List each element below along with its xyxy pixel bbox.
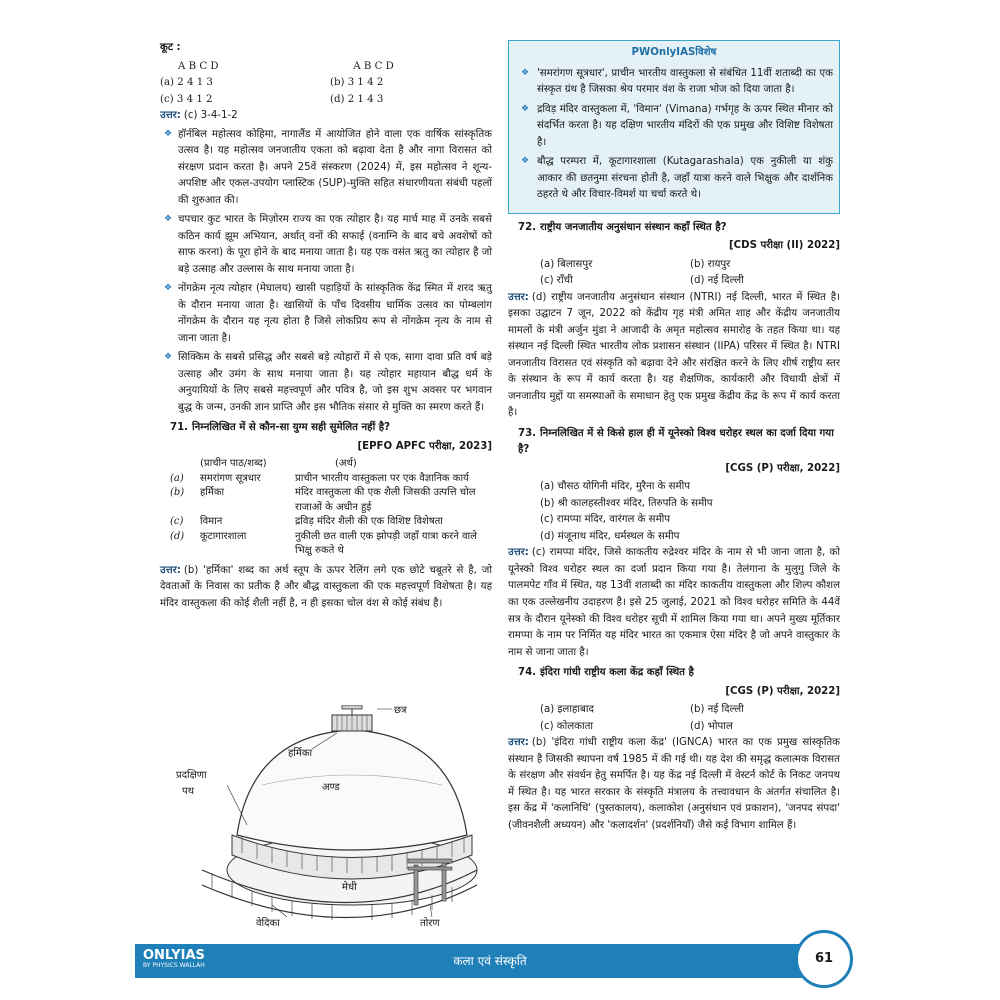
page-footer [135,944,845,978]
pwonlyias-vishesh-box [508,40,840,214]
question-74 [508,665,840,682]
answer-72-text: (d) राष्ट्रीय जनजातीय अनुसंधान संस्थान (NTRI) नई दिल्ली, भारत में स्थित है। इसका उद्घाटन 7 जून, 2022 को केंद्रीय गृह मंत्री अमित शाह और केंद्रीय जनजातीय मामलों के मंत्री अर्जुन मुंडा ने आजादी के अमृत महोत्सव समारोह के तहत किया था। यह संस्थान नई दिल्ली स्थित भारतीय लोक प्रशासन संस्थान (IIPA) परिसर में स्थित है। NTRI जनजातीय विरासत एवं संस्कृति को बढ़ावा देने और संरक्षित करने के लिए शीर्ष राष्ट्रीय स्तर के संस्थान के रूप में कार्य करता है। यह शैक्षणिक, कार्यकारी और विधायी क्षेत्रों में जनजातीय मुद्दों या समस्याओं के समाधान हेतु एक प्रमुख केंद्रीय केंद्र के रूप में कार्य करता है। [508,291,840,419]
answer-73 [508,545,840,661]
label-torana: तोरण [420,918,440,929]
question-72-source: [CDS परीक्षा (II) 2022] [728,240,840,252]
pair-row: (b) हर्मिका मंदिर वास्तुकला की एक शैली जिसकी उत्पत्ति चोल राजाओं के अधीन हुई [170,487,476,513]
pw-item: ❖ बौद्ध परम्परा में, कूटागारशाला (Kutagarashala) एक नुकीली या शंकु आकार की छतनुमा संरचना होती है, जहाँ यात्रा करने वाले भिक्षुक और दार्शनिक ठहरते थे और विचार-विमर्श या चर्चा करते थे। [521,156,833,201]
diamond-bullet-icon: ❖ [521,103,530,114]
answer-71 [160,563,492,613]
code-label: कूट : [160,42,181,53]
option-a: (a) चौसठ योगिनी मंदिर, मुरैना के समीप [540,481,691,493]
code-row-2 [160,92,492,109]
question-73-source: [CGS (P) परीक्षा, 2022] [725,462,840,474]
pair-row: (d) कूटागारशाला नुकीली छत वाली एक झोपड़ी जहाँ यात्रा करने वाले भिक्षु रुकते थे [170,530,477,557]
pairs-table [160,457,492,559]
answer-73-text: (c) रामप्पा मंदिर, जिसे काकतीय रुद्रेश्वर मंदिर के नाम से भी जाना जाता है, को यूनेस्को विश्व धरोहर स्थल का दर्जा प्रदान किया गया है। तेलंगाना के मुलुगु जिले के पालमपेट गाँव में स्थित, यह 13वीं शताब्दी का मंदिर काकतीय वास्तुकला और शिल्प कौशल का एक उल्लेखनीय उदाहरण है। इसे 25 जुलाई, 2021 को विश्व धरोहर समिति के 44वें सत्र के दौरान यूनेस्को की विश्व धरोहर सूची में शामिल किया गया था। अपने मुख्य मूर्तिकार रामप्पा के नाम पर निर्मित यह मंदिर भारत का एकमात्र ऐसा मंदिर है जो अपने वास्तुकार के नाम से जाना जाता है। [508,547,840,658]
question-number: 73. [518,427,537,439]
answer-label: उत्तर: [508,291,529,303]
bullet-text: हॉर्नबिल महोत्सव कोहिमा, नागालैंड में आयोजित होने वाला एक वार्षिक सांस्कृतिक उत्सव है। यह महोत्सव जनजातीय एकता को बढ़ावा देता है और नागा विरासत को संरक्षण प्रदान करता है। अपने 25वें संस्करण (2024) में, इस महोत्सव ने शून्य-अपशिष्ट और एकल-उपयोग प्लास्टिक (SUP)-मुक्ति सहित संधारणीयता संबंधी पहलों की शुरुआत की। [178,128,492,206]
pairs-header-right: (अर्थ) [335,458,357,470]
answer-label: उत्तर: [160,110,181,122]
diamond-bullet-icon: ❖ [521,67,530,78]
bullet-saga-dawa [160,350,492,416]
option-c: (c) राँची [540,275,573,287]
option-d: (d) नई दिल्ली [690,275,744,287]
label-anda: अण्ड [322,782,340,793]
label-path: पथ [182,786,195,797]
option-b: (b) नई दिल्ली [690,704,744,716]
question-number: 72. [518,221,537,233]
code-row-1 [160,75,492,92]
code-header-row [160,59,492,76]
code-header-b: A B C D [353,60,394,72]
question-72 [508,220,840,237]
diamond-bullet-icon: ❖ [164,283,173,294]
page-number: 61 [795,930,853,988]
option-b: (b) श्री कालहस्तीश्वर मंदिर, तिरुपति के समीप [540,497,713,509]
bullet-text: चपचार कुट भारत के मिज़ोरम राज्य का एक त्योहार है। यह मार्च माह में उनके सबसे कठिन कार्य झूम अभियान, अर्थात् वनों की सफाई (वनाग्नि के बाद बचे अवशेषों को साफ करना) के पूरा होने के बाद मनाया जाता है। यह एक वसंत ऋतु का त्योहार है जो बड़े उत्साह और उल्लास के साथ मनाया जाता है। [178,214,492,275]
right-column [508,40,840,836]
logo-text: ONLYIAS [143,948,205,963]
stupa-illustration [192,705,482,945]
label-pradakshina: प्रदक्षिणा [176,770,207,781]
code-option-a: (a) 2 4 1 3 [160,77,213,89]
diamond-bullet-icon: ❖ [521,156,530,167]
bullet-hornbill [160,127,492,210]
answer-71-text: (b) 'हर्मिका' शब्द का अर्थ स्तूप के ऊपर रेलिंग लगे एक छोटे चबूतरे से है, जो देवताओं के निवास का प्रतीक है और बौद्ध वास्तुकला की एक महत्त्वपूर्ण विशेषता है। यह मंदिर वास्तुकला की कोई शैली नहीं है, न ही इसका चोल वंश से कोई संबंध है। [160,564,492,609]
question-71 [160,420,492,437]
option-a: (a) इलाहाबाद [540,704,594,716]
diamond-bullet-icon: ❖ [164,352,173,363]
question-71-source: [EPFO APFC परीक्षा, 2023] [357,440,492,452]
option-c: (c) रामप्पा मंदिर, वारंगल के समीप [540,514,671,526]
answer-74-text: (b) 'इंदिरा गांधी राष्ट्रीय कला केंद्र' (IGNCA) भारत का एक प्रमुख सांस्कृतिक संस्थान है जिसकी स्थापना वर्ष 1985 में की गई थी। यह देश की समृद्ध कलात्मक विरासत के संरक्षण और संवर्धन हेतु समर्पित है। यह केंद्र नई दिल्ली में वेस्टर्न कोर्ट के निकट जनपथ में स्थित है। यह भारत सरकार के संस्कृति मंत्रालय के तत्त्वावधान के अंतर्गत संचालित है। इस केंद्र में 'कलानिधि' (पुस्तकालय), कलाकोश (अनुसंधान एवं प्रकाशन), 'जनपद संपदा' (जीवनशैली अध्ययन) और 'कलादर्शन' (प्रदर्शनियाँ) जैसे कई विभाग शामिल हैं। [508,737,840,831]
question-73-options [508,479,840,545]
stupa-diagram [176,705,482,945]
question-number: 74. [518,667,537,679]
diamond-bullet-icon: ❖ [164,128,173,139]
question-text: निम्नलिखित में से किसे हाल ही में यूनेस्को विश्व धरोहर स्थल का दर्जा दिया गया है? [518,427,834,456]
bullet-text: सिक्किम के सबसे प्रसिद्ध और सबसे बड़े त्योहारों में से एक, सागा दावा प्रति वर्ष बड़े उत्साह और उमंग के साथ मनाया जाता है। यह त्योहार महायान बौद्ध धर्म के अनुयायियों के लिए सबसे महत्त्वपूर्ण और पवित्र है, जो इस शुभ अवसर पर भगवान बुद्ध के जन्म, उनकी ज्ञान प्राप्ति और इस भौतिक संसार से मुक्ति का स्मरण करते हैं। [178,352,492,413]
option-d: (d) मंजूनाथ मंदिर, धर्मस्थल के समीप [540,530,680,542]
diamond-bullet-icon: ❖ [164,214,173,225]
label-medhi: मेधी [342,882,357,893]
code-option-b: (b) 3 1 4 2 [330,77,384,89]
answer-label: उत्तर: [508,547,529,559]
bullet-nongkrem [160,281,492,347]
answer-label: उत्तर: [160,564,181,576]
pairs-header-left: (प्राचीन पाठ/शब्द) [200,458,267,470]
question-74-options [508,702,840,735]
pw-box-title: PWOnlyIASविशेष [631,47,717,58]
option-b: (b) रायपुर [690,258,731,270]
left-column [160,40,492,614]
answer-70 [160,108,492,125]
option-c: (c) कोलकाता [540,720,594,732]
option-d: (d) भोपाल [690,720,733,732]
code-option-c: (c) 3 4 1 2 [160,93,213,105]
pw-item: ❖ द्रविड़ मंदिर वास्तुकला में, 'विमान' (Vimana) गर्भगृह के ऊपर स्थित मीनार को संदर्भित करता है। यह दक्षिण भारतीय मंदिरों की एक प्रमुख और विशिष्ट विशेषता है। [521,103,833,148]
question-text: इंदिरा गांधी राष्ट्रीय कला केंद्र कहाँ स्थित है [540,667,694,679]
footer-title: कला एवं संस्कृति [453,954,527,968]
answer-74 [508,735,840,834]
code-header-a: A B C D [178,60,219,72]
pw-item: ❖ 'समरांगण सूत्रधार', प्राचीन भारतीय वास्तुकला से संबंधित 11वीं शताब्दी का एक संस्कृत ग्रंथ है जिसका श्रेय परमार वंश के राजा भोज को दिया जाता है। [521,67,833,96]
question-74-source: [CGS (P) परीक्षा, 2022] [725,685,840,697]
question-72-options [508,257,840,290]
question-number: 71. [170,422,189,434]
question-text: निम्नलिखित में से कौन-सा युग्म सही सुमेलित नहीं है? [192,422,391,434]
label-vedika: वेदिका [256,918,280,929]
question-73 [508,426,840,459]
option-a: (a) बिलासपुर [540,258,593,270]
pairs-header-row [160,457,492,472]
label-chhatra: छत्र [394,705,407,716]
pair-row: (a) समरांगण सूत्रधार प्राचीन भारतीय वास्तुकला पर एक वैज्ञानिक कार्य [170,472,469,484]
code-option-d: (d) 2 1 4 3 [330,93,384,105]
answer-70-text: (c) 3-4-1-2 [183,110,238,122]
bullet-text: नोंगक्रेम नृत्य त्योहार (मेघालय) खासी पहाड़ियों के सांस्कृतिक केंद्र स्मित में शरद ऋतु के दौरान मनाया जाता है। खासियों के पाँच दिवसीय धार्मिक उत्सव का पोम्बलांग नोंगक्रेम के दौरान यह नृत्य होता है जिसे लोकप्रिय रूप से नोंगक्रेम नृत्य के नाम से जाना जाता है। [178,283,492,344]
bullet-chapchar-kut [160,212,492,278]
logo-subtext: BY PHYSICS WALLAH [143,962,205,969]
pair-row: (c) विमान द्रविड़ मंदिर शैली की एक विशिष्ट विशेषता [170,516,443,528]
question-text: राष्ट्रीय जनजातीय अनुसंधान संस्थान कहाँ स्थित है? [540,221,727,233]
answer-72 [508,290,840,422]
answer-label: उत्तर: [508,737,529,749]
label-harmika: हर्मिका [288,748,313,759]
